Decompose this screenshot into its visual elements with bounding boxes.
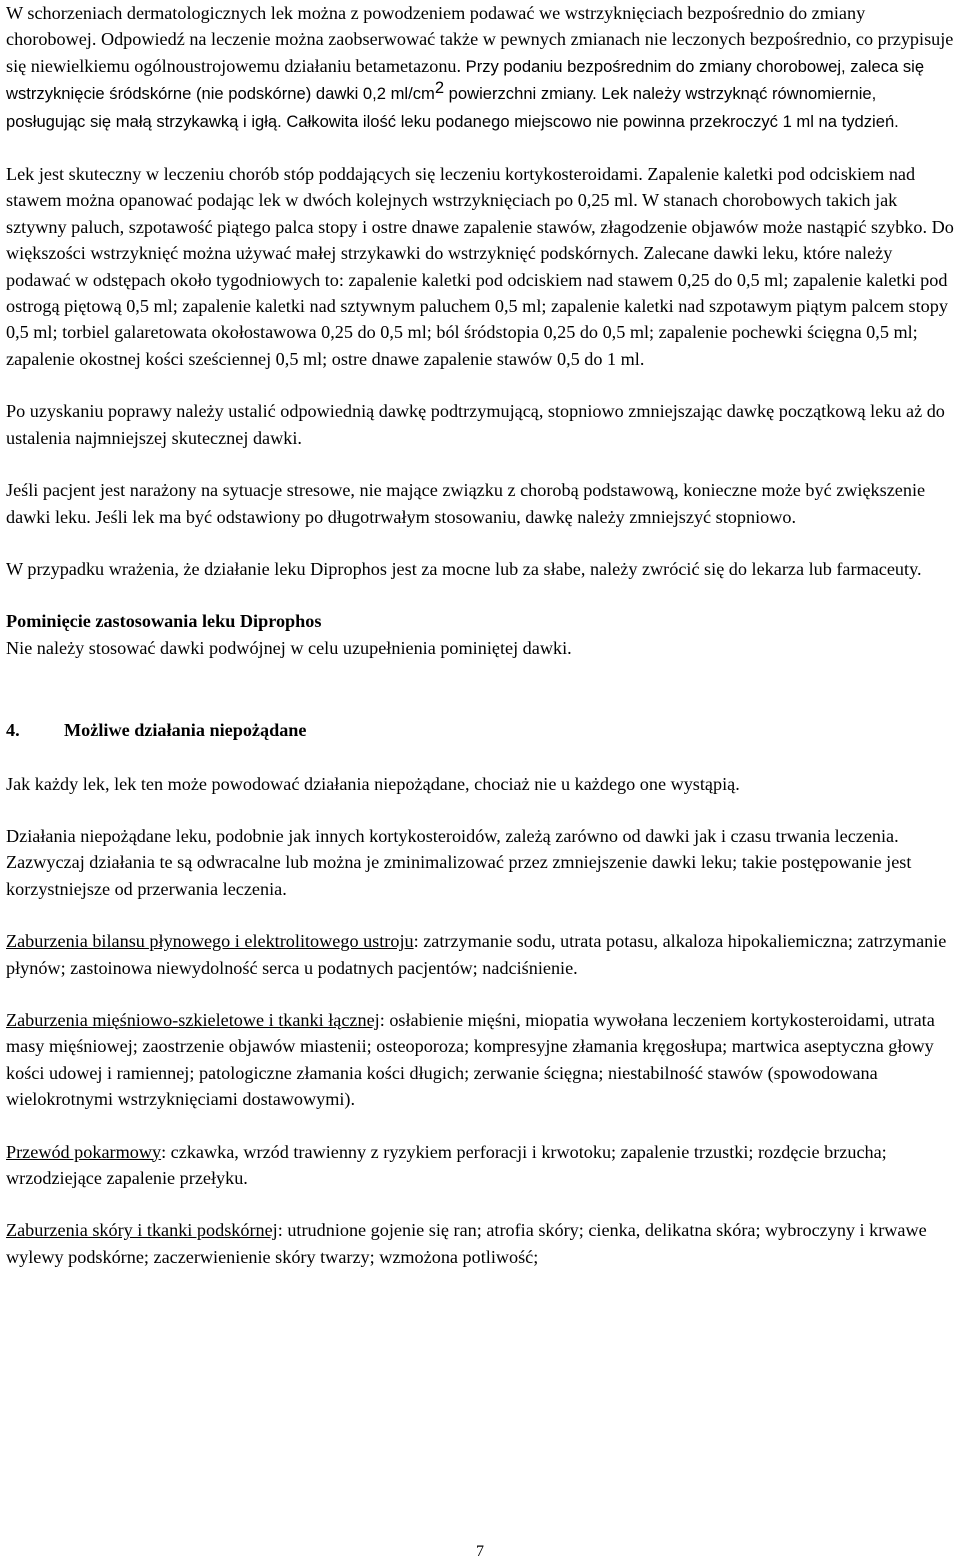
effect-text: : utrudnione gojenie się ran; atrofia skóry; cienka, delikatna skóra; wybroczyny i krwawe wylewy podskórne; zaczerwienienie skóry twarzy; wzmożona potliwość; — [6, 1220, 927, 1267]
effect-musculoskeletal — [6, 1007, 954, 1113]
section-title: Możliwe działania niepożądane — [64, 720, 307, 741]
effect-text: : czkawka, wrzód trawienny z ryzykiem perforacji i krwotoku; zapalenie trzustki; rozdęcie brzucha; wrzodziejące zapalenie przełyku. — [6, 1141, 887, 1188]
missed-dose-block — [6, 608, 954, 661]
effect-text: : zatrzymanie sodu, utrata potasu, alkaloza hipokaliemiczna; zatrzymanie płynów; zastoinowa niewydolność serca u podatnych pacjentów; nadciśnienie. — [6, 931, 947, 978]
section-number: 4. — [6, 720, 20, 741]
effect-skin — [6, 1217, 954, 1270]
page-number: 7 — [476, 1543, 484, 1560]
effect-label: Zaburzenia bilansu płynowego i elektrolitowego ustroju — [6, 931, 414, 952]
paragraph-side-effects-intro: Jak każdy lek, lek ten może powodować działania niepożądane, chociaż nie u każdego one wystąpią. — [6, 773, 740, 794]
paragraph-effect-strength: W przypadku wrażenia, że działanie leku Diprophos jest za mocne lub za słabe, należy zwrócić się do lekarza lub farmaceuty. — [6, 558, 922, 579]
effect-label: Zaburzenia skóry i tkanki podskórnej — [6, 1220, 278, 1241]
document-page — [6, 0, 954, 1296]
paragraph-stress: Jeśli pacjent jest narażony na sytuacje stresowe, nie mające związku z chorobą podstawową, konieczne może być zwiększenie dawki leku. Jeśli lek ma być odstawiony po długotrwałym stosowaniu, dawkę należy zmniejszyć stopniowo. — [6, 480, 926, 527]
intralesional-text-cont: powierzchni zmiany. Lek należy wstrzyknąć równomiernie, posługując się małą strzykawką i igłą. Całkowita ilość leku podanego miejscowo nie powinna przekroczyć 1 ml na tydzień. — [6, 84, 899, 131]
superscript: 2 — [434, 78, 445, 98]
effect-gastrointestinal — [6, 1139, 954, 1192]
intralesional-text: Przy podaniu bezpośrednim do zmiany chorobowej, zaleca się wstrzyknięcie śródskórne (nie podskórne) dawki 0,2 ml/cm — [6, 56, 925, 104]
paragraph-dermatology — [6, 0, 954, 135]
paragraph-foot-disorders: Lek jest skuteczny w leczeniu chorób stóp poddających się leczeniu kortykosteroidami. Zapalenie kaletki pod odciskiem nad stawem można opanować podając lek w dwóch kolejnych wstrzyknięciach po 0,25 ml. W stanach chorobowych takich jak sztywny paluch, szpotawość piątego palca stopy i ostre dnawe zapalenie stawów, złagodzenie objawów może nastąpić szybko. Do większości wstrzyknięć można używać małej strzykawki do wstrzyknięć podskórnych. Zalecane dawki leku, które należy podawać w odstępach około tygodniowych to: zapalenie kaletki pod odciskiem nad stawem 0,25 do 0,5 ml; zapalenie kaletki pod ostrogą piętową 0,5 ml; zapalenie kaletki nad sztywnym paluchem 0,5 ml; zapalenie kaletki nad szpotawym piątym palcem stopy 0,5 ml; torbiel galaretowata okołostawowa 0,25 do 0,5 ml; ból śródstopia 0,25 do 0,5 ml; zapalenie pochewki ścięgna 0,5 ml; zapalenie okostnej kości sześciennej 0,5 ml; ostre dnawe zapalenie stawów 0,5 do 1 ml. — [6, 164, 954, 369]
dermatology-text: W schorzeniach dermatologicznych lek można z powodzeniem podawać we wstrzyknięciach bezpośrednio do zmiany chorobowej. Odpowiedź na leczenie można zaobserwować także w pewnych zmianach nie leczonych bezpośrednio, co przypisuje się niewielkiemu ogólnoustrojowemu działaniu betametazonu. — [6, 3, 954, 76]
effect-label: Przewód pokarmowy — [6, 1141, 162, 1162]
effect-label: Zaburzenia mięśniowo-szkieletowe i tkanki łącznej — [6, 1009, 380, 1030]
effect-text: : osłabienie mięśni, miopatia wywołana leczeniem kortykosteroidami, utrata masy mięśniowej; zaostrzenie objawów miastenii; osteoporoza; kompresyjne złamania kręgosłupa; martwica aseptyczna głowy kości udowej i ramiennej; patologiczne złamania kości długich; zerwanie ścięgna; niestabilność stawów (spowodowana wielokrotnymi wstrzyknięciami dostawowymi). — [6, 1009, 935, 1110]
effect-fluid-electrolyte — [6, 928, 954, 981]
missed-dose-text: Nie należy stosować dawki podwójnej w celu uzupełnienia pominiętej dawki. — [6, 637, 572, 658]
section-heading — [6, 717, 954, 743]
missed-dose-heading: Pominięcie zastosowania leku Diprophos — [6, 611, 322, 632]
paragraph-side-effects-dose: Działania niepożądane leku, podobnie jak innych kortykosteroidów, zależą zarówno od dawki jak i czasu trwania leczenia. Zazwyczaj działania te są odwracalne lub można je zminimalizować przez zmniejszenie dawki leku; takie postępowanie jest korzystniejsze od przerwania leczenia. — [6, 825, 912, 899]
paragraph-maintenance-dose: Po uzyskaniu poprawy należy ustalić odpowiednią dawkę podtrzymującą, stopniowo zmniejszając dawkę początkową leku aż do ustalenia najmniejszej skutecznej dawki. — [6, 401, 945, 448]
